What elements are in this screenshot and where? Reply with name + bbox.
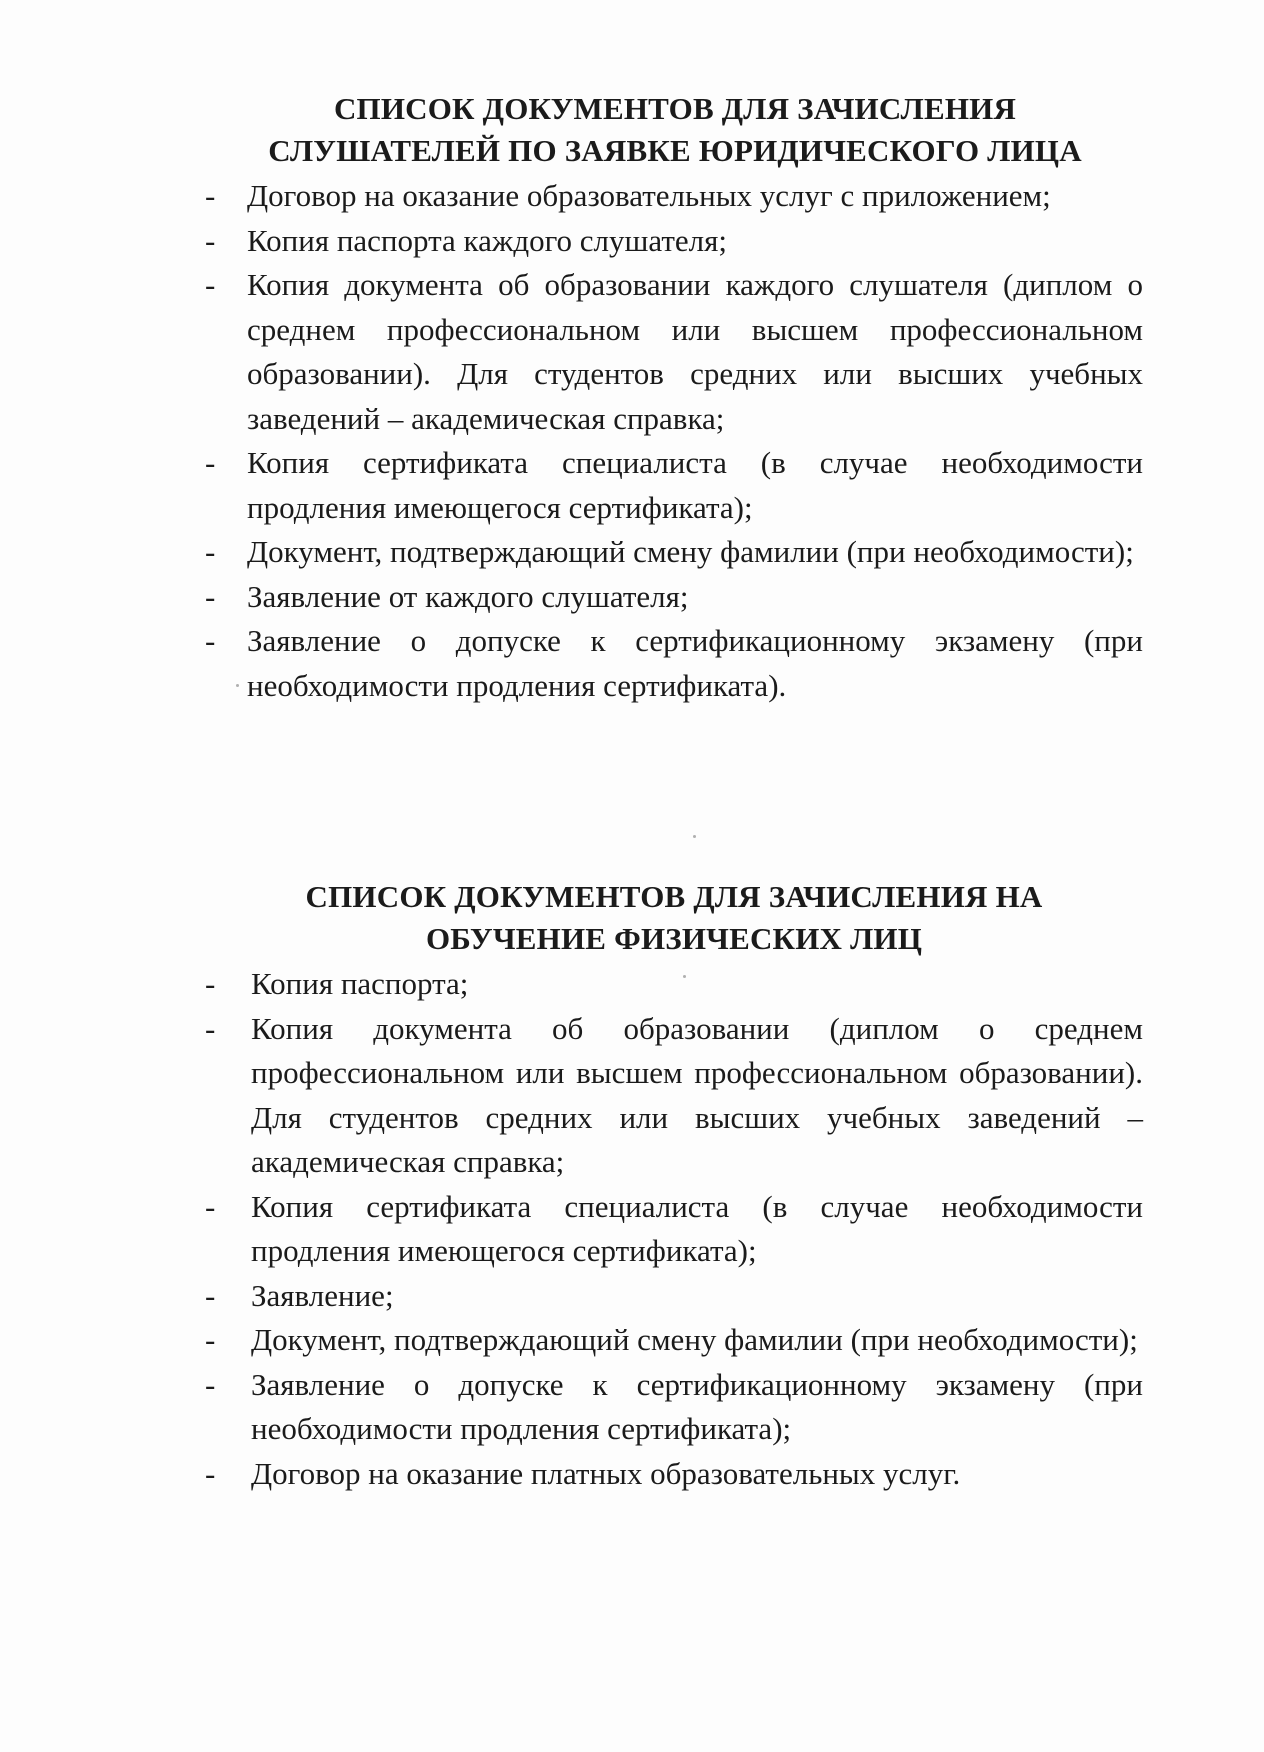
bullet-dash: - (205, 178, 216, 213)
list-item: - Копия сертификата специалиста (в случае необходимости продления имеющегося сертификата); (205, 441, 1143, 530)
list-item: - Копия документа об образовании (диплом о среднем профессиональном или высшем профессиональном образовании). Для студентов средних или высших учебных заведений – академическая справка; (205, 1007, 1143, 1185)
bullet-dash: - (205, 623, 216, 658)
bullet-dash: - (205, 1188, 216, 1224)
list-item: - Копия сертификата специалиста (в случае необходимости продления имеющегося сертификата); (205, 1185, 1143, 1274)
heading-line-2: СЛУШАТЕЛЕЙ ПО ЗАЯВКЕ ЮРИДИЧЕСКОГО ЛИЦА (268, 133, 1082, 168)
list-item: - Заявление о допуске к сертификационному экзамену (при необходимости продления сертификата). (205, 619, 1143, 708)
legal-entity-documents-section (205, 88, 1143, 708)
heading-line-1: СПИСОК ДОКУМЕНТОВ ДЛЯ ЗАЧИСЛЕНИЯ (333, 91, 1017, 126)
list-item: - Копия паспорта; (205, 962, 1143, 1007)
list-item: - Заявление; (205, 1274, 1143, 1319)
bullet-dash: - (205, 1010, 216, 1046)
bullet-dash: - (205, 534, 216, 569)
section-heading (205, 88, 1143, 172)
individuals-documents-section (205, 876, 1143, 1496)
bullet-dash: - (205, 1322, 216, 1357)
bullet-dash: - (205, 578, 216, 614)
section-heading (205, 876, 1143, 960)
list-item: - Договор на оказание образовательных услуг с приложением; (205, 174, 1143, 219)
list-item: - Заявление от каждого слушателя; (205, 575, 1143, 620)
bullet-dash: - (205, 1366, 216, 1402)
bullet-dash: - (205, 966, 216, 1001)
scan-speck (693, 835, 696, 838)
list-item: - Документ, подтверждающий смену фамилии (при необходимости); (205, 1318, 1143, 1363)
bullet-dash: - (205, 222, 216, 258)
bullet-dash: - (205, 445, 216, 480)
heading-line-1: СПИСОК ДОКУМЕНТОВ ДЛЯ ЗАЧИСЛЕНИЯ НА (305, 879, 1043, 914)
scan-speck (683, 975, 686, 978)
list-item: - Копия документа об образовании каждого слушателя (диплом о среднем профессиональном или высшем профессиональном образовании). Для студентов средних или высших учебных заведений – академическая справка; (205, 263, 1143, 441)
bullet-dash: - (205, 1455, 216, 1491)
document-list (205, 962, 1143, 1496)
list-item: - Копия паспорта каждого слушателя; (205, 219, 1143, 264)
bullet-dash: - (205, 1277, 216, 1313)
list-item: - Договор на оказание платных образовательных услуг. (205, 1452, 1143, 1497)
list-item: - Заявление о допуске к сертификационному экзамену (при необходимости продления сертификата); (205, 1363, 1143, 1452)
list-item: - Документ, подтверждающий смену фамилии (при необходимости); (205, 530, 1143, 575)
document-list (205, 174, 1143, 708)
heading-line-2: ОБУЧЕНИЕ ФИЗИЧЕСКИХ ЛИЦ (425, 921, 923, 956)
scan-speck (236, 684, 239, 687)
bullet-dash: - (205, 267, 216, 302)
